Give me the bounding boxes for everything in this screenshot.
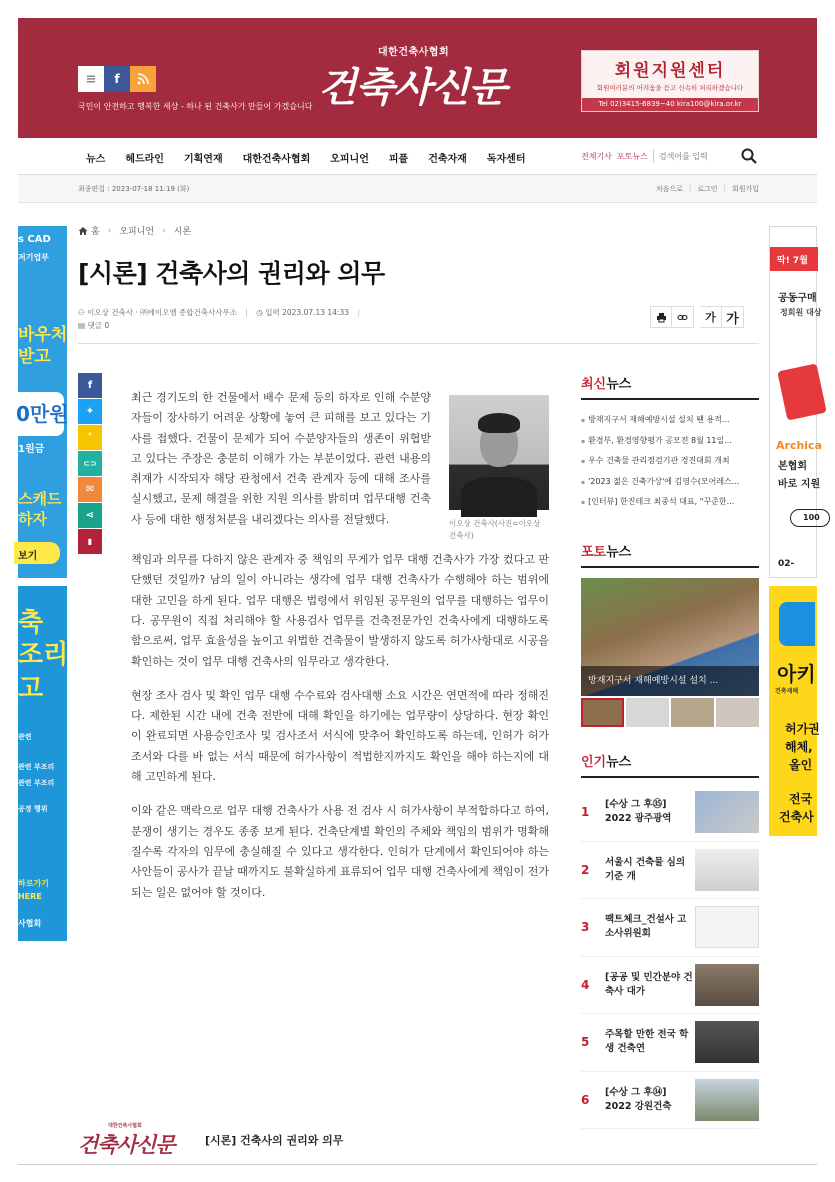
photo-thumb[interactable] (716, 698, 759, 727)
banner-text: 하로가기 (18, 879, 49, 888)
banner-text: 보기 (18, 551, 38, 562)
latest-news-title[interactable]: 최신뉴스 (581, 373, 759, 400)
popular-title[interactable]: 서울시 건축물 심의기준 개 (605, 856, 686, 882)
site-header (18, 18, 817, 138)
photo-news-title[interactable]: 포토뉴스 (581, 541, 759, 568)
photo-news-main[interactable] (581, 578, 759, 696)
banner-text: 관련 부조리 (18, 779, 55, 787)
rank-number: 6 (581, 1092, 590, 1107)
popular-thumb[interactable] (695, 906, 759, 948)
popular-title[interactable]: 주목할 만한 전국 학생 건축연 (605, 1029, 689, 1055)
divider (18, 1164, 817, 1165)
banner-text: 바로 지원 (778, 479, 821, 490)
banner-logo-mark (779, 602, 815, 646)
nav-item-association[interactable]: 대한건축사협회 (242, 154, 311, 165)
user-icon: ⚇ (78, 308, 85, 317)
article-paragraph: 현장 조사 검사 및 확인 업무 대행 수수료와 검사대행 소요 시간은 연면적에 따라 정해진다. 제한된 시간 내에 건축 전반에 대해 확인을 하기에는 업무량이 상당하다. 현장 확인이 완료되면 사용승인조사 및 검사조서 서식에 맞추어 확인하도록 하는데, 인허가 허가조서와 다를 바 없는 서식 때문에 허가사항이 적법한지까지도 확인을 해야 하는지에 대해 고민하게 된다. (131, 688, 549, 784)
separator: | (245, 308, 248, 317)
rss-icon[interactable] (130, 66, 156, 92)
separator: | (357, 308, 360, 317)
list-item[interactable]: ▪ '2023 젊은 건축가상'에 김영수(모어레스... (581, 472, 759, 493)
support-contact: Tel 02)3415-6839~40 kira100@kira.or.kr (582, 98, 758, 111)
banner-text: 딱! 7월 (777, 256, 808, 266)
mail-share-icon[interactable]: ✉ (78, 477, 102, 502)
sidebar (581, 373, 759, 1112)
print-icon[interactable] (650, 306, 672, 328)
banner-button (790, 509, 830, 527)
clock-icon: ◷ (256, 308, 263, 317)
popular-title[interactable]: 팩트체크_건설사 고소사위원회 (605, 914, 687, 940)
nav-item-headline[interactable]: 헤드라인 (125, 154, 164, 165)
banner-text: 받고 (18, 347, 51, 367)
photo-thumb[interactable] (626, 698, 669, 727)
list-item[interactable]: ▪ 방재지구서 재해예방시설 설치 땐 용적... (581, 410, 759, 431)
banner-text: 정회원 대상 (780, 308, 822, 317)
photo-thumb[interactable] (581, 698, 624, 727)
comment-count[interactable]: 댓글 0 (87, 321, 110, 330)
list-item[interactable]: ▪ 환경부, 환경영향평가 공모전 8월 11일... (581, 431, 759, 452)
popular-thumb[interactable] (695, 1079, 759, 1121)
list-item[interactable]: ▪ 우수 건축물 관리점검기관 경진대회 개최 (581, 451, 759, 472)
popular-title[interactable]: [공공 및 민간분야 건축사 대가 (605, 971, 693, 997)
article-paragraph: 최근 경기도의 한 건물에서 배수 문제 등의 하자로 인해 수분양자들이 장사하기 어려운 상황에 놓여 큰 피해를 보고 있다는 기사를 접했다. 건물이 문제가 되어 수분양자들의 생존이 위협받고 있다는 주장은 충분히 이해가 가는 부분이었다. 관련 내용의 취재가 시작되자 해당 관청에서 건축 관계자 등에 대해 조사를 실시했고, 문제 해결을 위한 지원 의사를 밝히며 업무대행 건축사 등에 대한 행정처분을 내리겠다는 의사를 전달했다. (131, 391, 431, 526)
footer-logo[interactable] (78, 1122, 174, 1159)
banner-text: 0만원 (16, 402, 69, 426)
support-desc: 회원여러분의 어려움을 듣고 신속히 처리하겠습니다 (596, 84, 744, 92)
banner-image (769, 836, 817, 941)
home-icon[interactable] (78, 226, 88, 236)
banner-badge (12, 392, 69, 436)
nav-item-materials[interactable]: 건축자재 (428, 154, 467, 165)
banner-text: s CAD (18, 234, 51, 245)
rank-number: 4 (581, 977, 590, 992)
share-bar (78, 373, 102, 555)
banner-text: 아키 (777, 662, 816, 686)
banner-text: 조리 (18, 640, 69, 670)
bookmark-icon[interactable]: ▮ (78, 529, 102, 554)
chevron-right-icon: › (107, 225, 112, 236)
popular-title[interactable]: [수상 그 후㉟] 2022 광주광역 (605, 799, 672, 825)
twitter-share-icon[interactable]: ✦ (78, 399, 102, 424)
banner-text: 고 (18, 674, 44, 704)
list-item[interactable] (581, 1072, 759, 1130)
list-item[interactable] (581, 899, 759, 957)
list-item[interactable] (581, 842, 759, 900)
site-logo[interactable]: 건축사신문 (318, 64, 507, 111)
banner-cta (14, 542, 60, 564)
banner-text: 관련 부조리 (18, 763, 55, 771)
breadcrumb-column[interactable]: 시론 (173, 227, 192, 237)
right-ad-banner-archiyard[interactable] (769, 586, 820, 941)
article-paragraph: 이와 같은 맥락으로 업무 대행 건축사가 사용 전 검사 시 허가사항이 부적합하다고 하여, 분쟁이 생기는 경우도 종종 보게 된다. 건축단계별 확인의 주체와 책임의 범위가 명확해질수록 각자의 임무에 충실해질 수 있다고 생각한다. 인허가 단계에서 확인되어야 하는 사안들이 공사가 끝날 때까지도 불확실하게 표류되어 업무 대행 건축사에게 책임이 전가되는 일은 없어야 할 것이다. (131, 804, 549, 899)
nav-item-series[interactable]: 기획연재 (183, 154, 223, 165)
rank-number: 1 (581, 805, 590, 820)
list-item[interactable] (581, 1014, 759, 1072)
photo-news-caption: 방재지구서 재해예방시설 설치 ... (581, 666, 759, 696)
banner-text: 스캐드 (18, 490, 62, 508)
facebook-share-icon[interactable]: f (78, 373, 102, 398)
main-nav (18, 139, 817, 175)
article-paragraph: 책임과 의무를 다하지 않은 관계자 중 책임의 무게가 업무 대행 건축사가 가장 컸다고 판단했던 것일까? 남의 일이 아니라는 생각에 업무 대행 건축사가 수행해야 하는 범위에 대한 고민을 하게 된다. 업무 대행은 법령에서 위임된 공무원의 업무를 대행하는 업무이다. 공무원이 직접 처리해야 할 사용검사 업무를 건축전문가인 건축사에게 대행하도록 함으로써, 업무 효율성을 높이고 위법한 건축물이 발생하지 않도록 허가사항대로 시공을 확인하는 것이 업무 대행 건축사의 임무라고 생각한다. (131, 553, 549, 668)
banner-text: 공정 행위 (18, 805, 48, 813)
photo-caption: 이오상 건축사(사진=이오상 건축사) (449, 519, 541, 540)
photo-body-shape (461, 477, 537, 517)
search-input[interactable] (653, 149, 725, 163)
popular-title[interactable]: [수상 그 후㉞] 2022 강원건축 (605, 1086, 672, 1112)
home-link[interactable]: 처음으로 (655, 185, 683, 193)
list-item[interactable]: ▪ [인터뷰] 한진테크 최중석 대표, "꾸준한... (581, 492, 759, 513)
article-tools (650, 306, 744, 328)
font-size-decrease-button[interactable]: 가 (700, 306, 722, 328)
banner-text: 공동구매 (778, 293, 817, 304)
right-ad-banner-archicad[interactable] (769, 226, 823, 578)
nav-items (86, 150, 545, 165)
banner-text: 건축재해 (775, 688, 799, 695)
chevron-right-icon: › (162, 225, 166, 236)
publisher-name: 대한건축사협회 (378, 47, 450, 58)
nav-item-people[interactable]: 피플 (388, 154, 409, 165)
banner-text: 관련 (18, 733, 32, 741)
rank-number: 2 (581, 862, 590, 877)
banner-text: Archica (776, 439, 823, 452)
member-support-banner[interactable] (581, 50, 759, 112)
search-icon[interactable] (740, 147, 758, 165)
photo-thumb[interactable] (671, 698, 714, 727)
breadcrumb-home[interactable]: 홈 (91, 227, 100, 237)
header-buttons (78, 66, 156, 92)
banner-text: 저기업부 (18, 253, 49, 262)
support-title: 회원지원센터 (614, 61, 726, 81)
last-updated: 최종편집 : 2023-07-18 11:19 (화) (78, 185, 190, 193)
nav-item-opinion[interactable]: 오피니언 (330, 154, 369, 165)
latest-news-list (581, 410, 759, 513)
popular-news-list (581, 784, 759, 1129)
banner-text: 하자 (18, 510, 47, 528)
footer-publisher: 대한건축사협회 (108, 1123, 142, 1129)
menu-icon[interactable]: ≡ (78, 66, 104, 92)
author-photo[interactable] (449, 395, 549, 510)
kakao-share-icon[interactable]: ❜ (78, 425, 102, 450)
popular-news-title[interactable]: 인기뉴스 (581, 751, 759, 778)
popular-news-section (581, 751, 759, 1129)
login-link[interactable]: 로그인 (697, 185, 718, 193)
breadcrumb-opinion[interactable]: 오피니언 (119, 227, 155, 237)
banner-text: 바우처 (18, 325, 68, 345)
header-slogan: 국민이 안전하고 행복한 세상 - 하나 된 건축사가 만들어 가겠습니다 (78, 102, 313, 111)
banner-text: 전국 (789, 792, 813, 806)
facebook-icon[interactable]: f (104, 66, 130, 92)
banner-text: 건축사 (779, 810, 814, 824)
all-articles-link[interactable]: 전체기사 (581, 151, 612, 161)
photo-thumbs (581, 698, 759, 727)
footer-logo-text: 건축사신문 (78, 1132, 175, 1157)
photo-news-link[interactable]: 포토뉴스 (616, 151, 648, 161)
nav-item-reader-center[interactable]: 독자센터 (486, 154, 526, 165)
list-item[interactable] (581, 784, 759, 842)
article-figure (449, 395, 549, 542)
rank-number: 5 (581, 1035, 590, 1050)
banner-text: 02- (778, 559, 795, 569)
popular-thumb[interactable] (695, 964, 759, 1006)
list-item[interactable] (581, 957, 759, 1015)
banner-text: 해체, (785, 740, 813, 754)
banner-text: 100 (803, 513, 820, 522)
join-link[interactable]: 회원가입 (731, 185, 759, 193)
popular-thumb[interactable] (695, 791, 759, 833)
rank-number: 3 (581, 920, 590, 935)
footer-article-title: [시론] 건축사의 권리와 의무 (205, 1134, 344, 1147)
banner-text: 본협회 (778, 461, 807, 472)
banner-graphic (777, 363, 827, 420)
comment-icon: ▤ (78, 321, 86, 330)
nav-item-news[interactable]: 뉴스 (86, 154, 106, 165)
nav-tools (581, 149, 725, 163)
banner-ribbon (770, 247, 818, 271)
separator: | (723, 184, 726, 192)
banner-text: 허가권 (785, 722, 820, 736)
article-meta (78, 306, 408, 332)
banner-text: 사협회 (18, 919, 42, 928)
left-ad-banner-cad[interactable] (18, 226, 67, 578)
link-icon[interactable] (672, 306, 694, 328)
popular-thumb[interactable] (695, 849, 759, 891)
breadcrumb (78, 224, 191, 237)
divider (78, 343, 759, 344)
separator: | (688, 184, 692, 192)
font-size-increase-button[interactable]: 가 (722, 306, 744, 328)
user-links (656, 184, 759, 194)
photo-hair-shape (478, 413, 520, 433)
banner-text: 올인 (789, 758, 813, 772)
article-title: [시론] 건축사의 권리와 의무 (78, 259, 385, 288)
banner-text: 축 (18, 608, 44, 638)
share-icon[interactable]: ⋖ (78, 503, 102, 528)
banner-text: HERE (18, 892, 42, 901)
photo-news-section (581, 541, 759, 727)
link-share-icon[interactable]: ⊂⊃ (78, 451, 102, 476)
sub-bar (18, 175, 817, 203)
banner-text: 1원금 (18, 444, 45, 455)
popular-thumb[interactable] (695, 1021, 759, 1063)
article-author: 이오상 건축사 · ㈜에이오엠 종합건축사사무소 (87, 308, 237, 317)
left-ad-banner-report[interactable] (18, 586, 67, 941)
article-date: 입력 2023.07.13 14:33 (265, 308, 350, 317)
